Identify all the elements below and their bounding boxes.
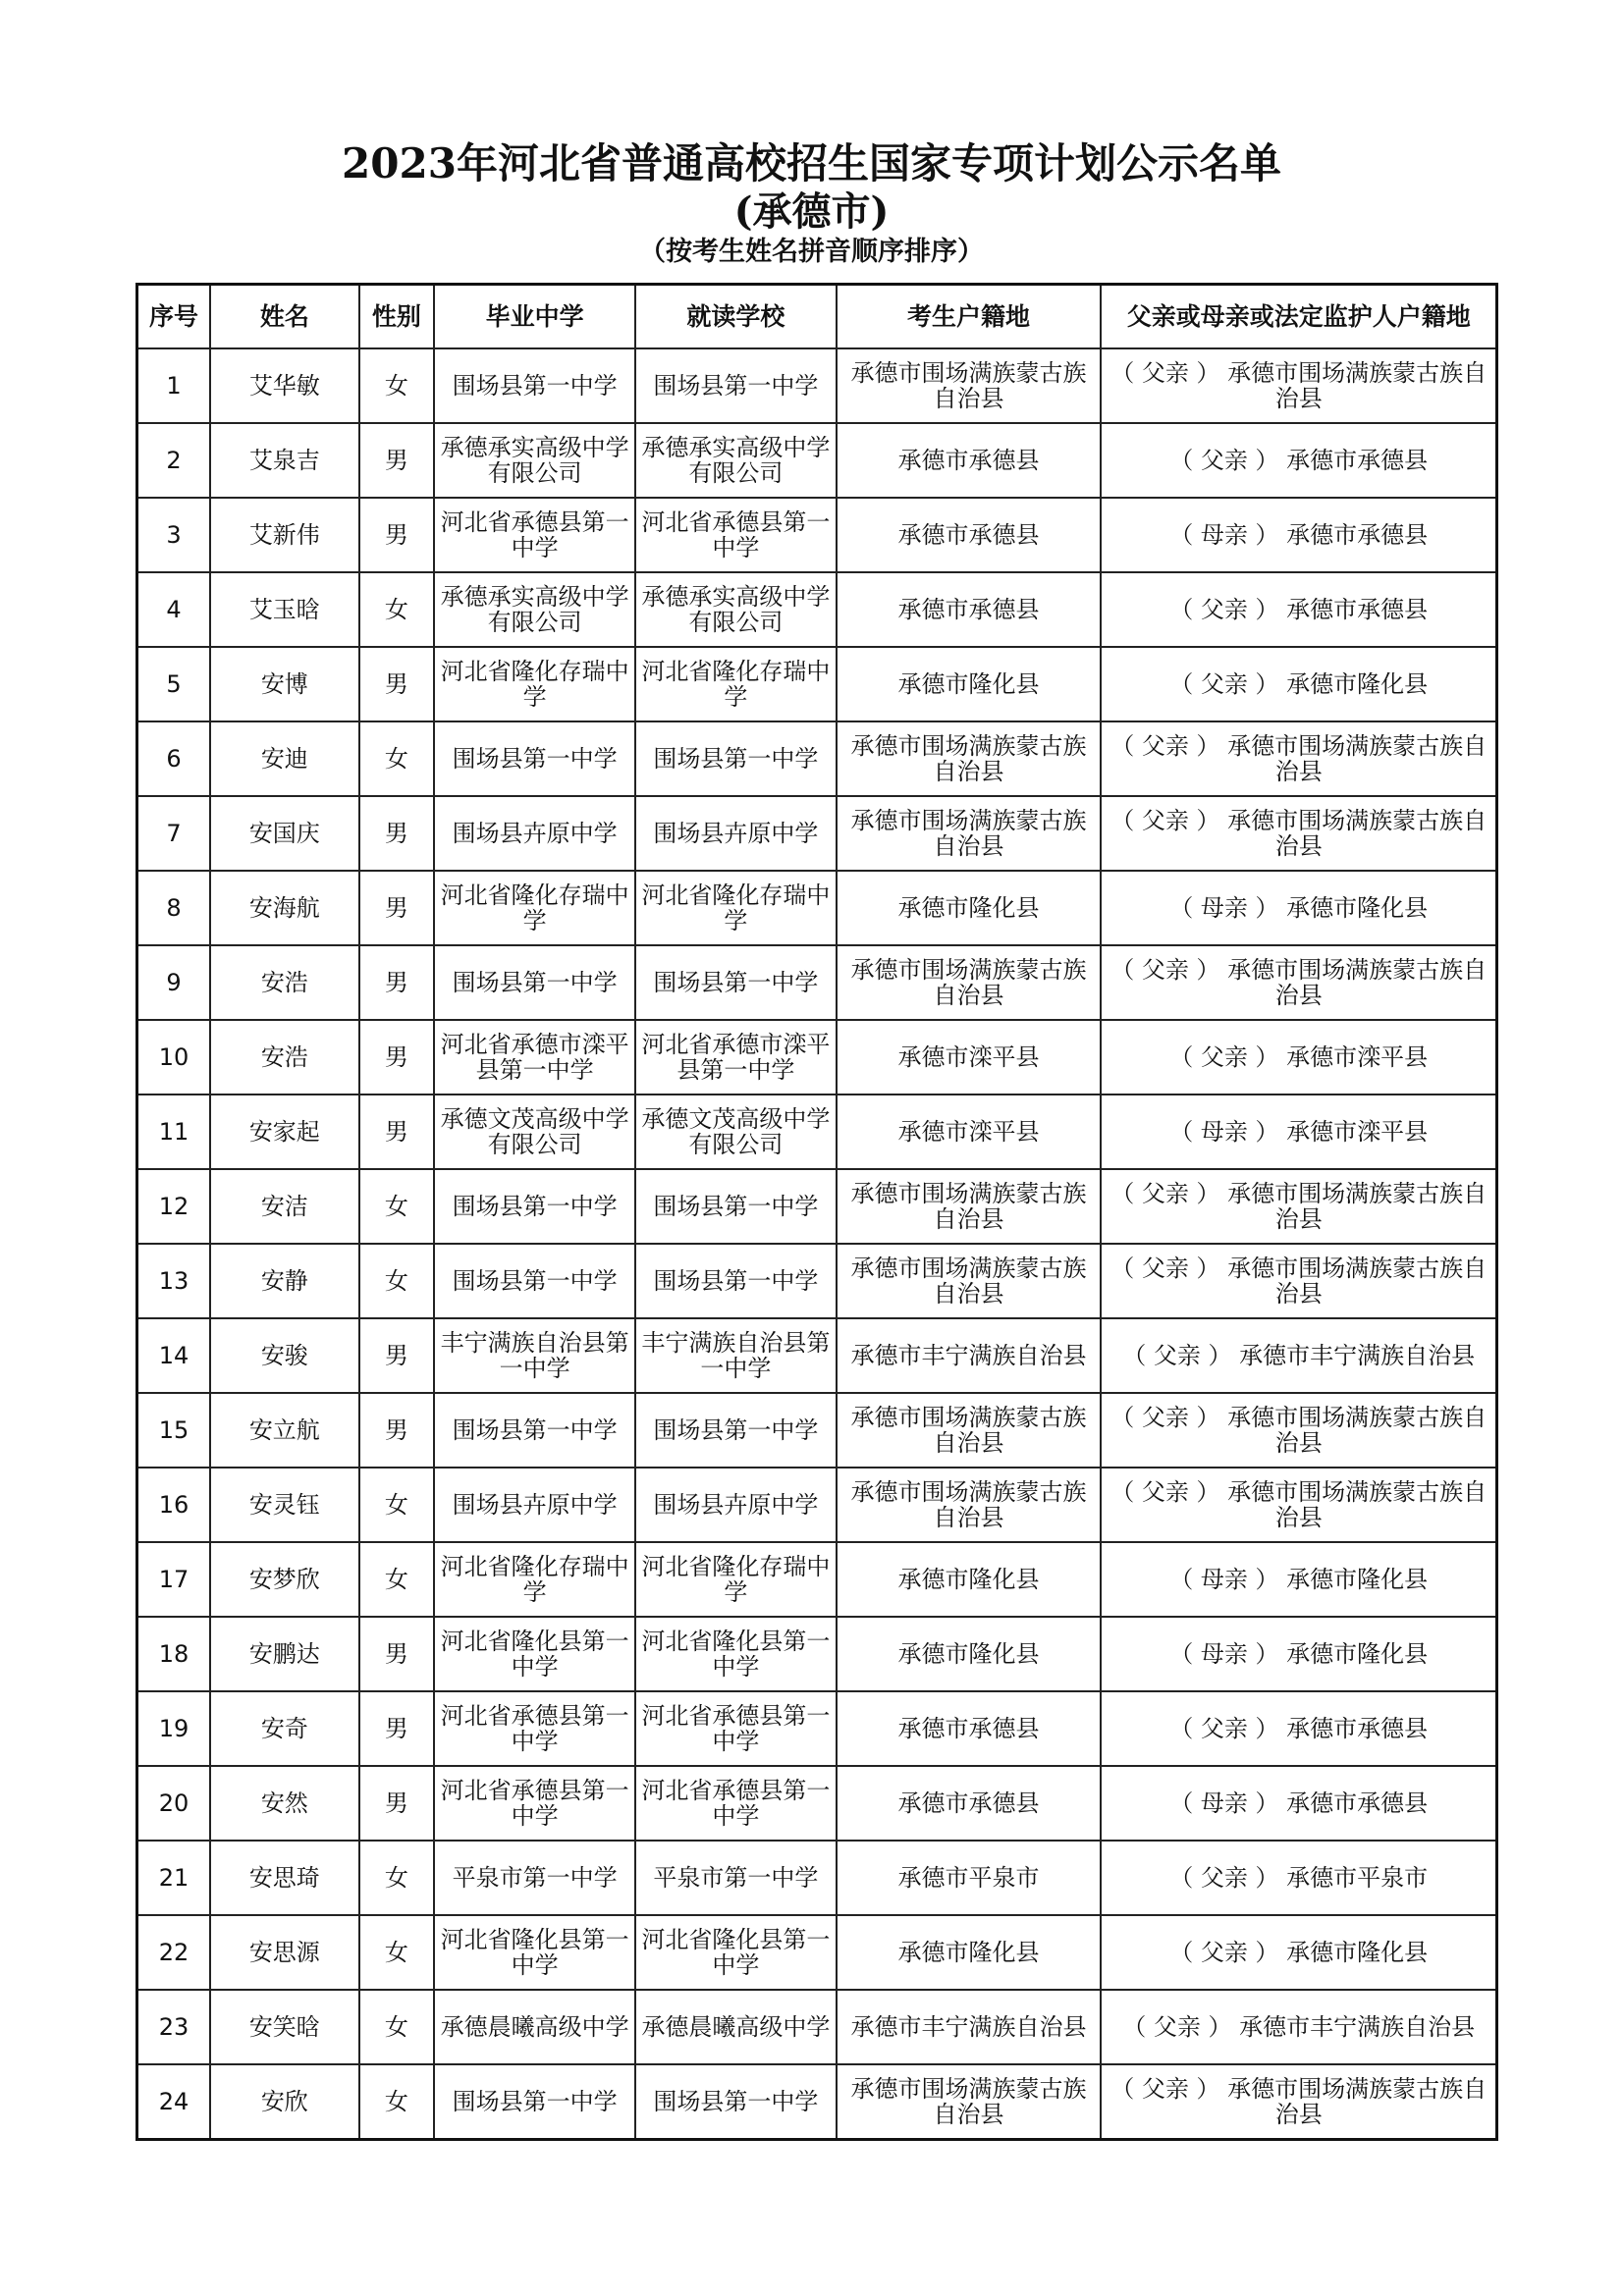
header-index: 序号 <box>137 285 211 349</box>
cell-name: 安奇 <box>210 1691 358 1766</box>
cell-graduated-school: 围场县第一中学 <box>434 1169 635 1244</box>
table-row <box>137 1318 1497 1393</box>
cell-attending-school: 围场县第一中学 <box>635 1169 837 1244</box>
document-sort-note: （按考生姓名拼音顺序排序） <box>639 237 984 267</box>
table-row <box>137 572 1497 647</box>
cell-attending-school: 平泉市第一中学 <box>635 1841 837 1915</box>
cell-guardian-residence: （ 父亲 ） 承德市围场满族蒙古族自治县 <box>1101 721 1496 796</box>
cell-candidate-residence: 承德市丰宁满族自治县 <box>837 1990 1102 2064</box>
document-subtitle-city: (承德市) <box>733 188 890 235</box>
table-row <box>137 1542 1497 1617</box>
cell-attending-school: 围场县第一中学 <box>635 1393 837 1468</box>
cell-graduated-school: 围场县卉原中学 <box>434 796 635 871</box>
cell-guardian-residence: （ 父亲 ） 承德市围场满族蒙古族自治县 <box>1101 1393 1496 1468</box>
cell-graduated-school: 河北省隆化存瑞中学 <box>434 647 635 721</box>
cell-name: 安迪 <box>210 721 358 796</box>
table-row <box>137 1841 1497 1915</box>
cell-attending-school: 承德承实高级中学有限公司 <box>635 423 837 498</box>
cell-graduated-school: 河北省隆化存瑞中学 <box>434 1542 635 1617</box>
cell-gender: 男 <box>359 1691 435 1766</box>
cell-index: 18 <box>137 1617 211 1691</box>
cell-graduated-school: 河北省隆化存瑞中学 <box>434 871 635 945</box>
cell-candidate-residence: 承德市围场满族蒙古族自治县 <box>837 1244 1102 1318</box>
cell-graduated-school: 围场县第一中学 <box>434 348 635 423</box>
cell-guardian-residence: （ 父亲 ） 承德市承德县 <box>1101 423 1496 498</box>
cell-name: 艾玉晗 <box>210 572 358 647</box>
table-row <box>137 1990 1497 2064</box>
cell-guardian-residence: （ 母亲 ） 承德市隆化县 <box>1101 1542 1496 1617</box>
cell-name: 安洁 <box>210 1169 358 1244</box>
cell-guardian-residence: （ 父亲 ） 承德市围场满族蒙古族自治县 <box>1101 1169 1496 1244</box>
cell-name: 艾华敏 <box>210 348 358 423</box>
cell-guardian-residence: （ 父亲 ） 承德市平泉市 <box>1101 1841 1496 1915</box>
cell-gender: 女 <box>359 348 435 423</box>
cell-guardian-residence: （ 母亲 ） 承德市滦平县 <box>1101 1095 1496 1169</box>
cell-attending-school: 丰宁满族自治县第一中学 <box>635 1318 837 1393</box>
table-row <box>137 1244 1497 1318</box>
cell-index: 19 <box>137 1691 211 1766</box>
cell-candidate-residence: 承德市承德县 <box>837 498 1102 572</box>
cell-graduated-school: 河北省隆化县第一中学 <box>434 1915 635 1990</box>
cell-gender: 女 <box>359 1468 435 1542</box>
cell-attending-school: 承德文茂高级中学有限公司 <box>635 1095 837 1169</box>
cell-attending-school: 围场县卉原中学 <box>635 796 837 871</box>
cell-attending-school: 围场县第一中学 <box>635 348 837 423</box>
cell-name: 安博 <box>210 647 358 721</box>
cell-name: 安然 <box>210 1766 358 1841</box>
cell-gender: 男 <box>359 1020 435 1095</box>
table-row <box>137 1020 1497 1095</box>
cell-candidate-residence: 承德市围场满族蒙古族自治县 <box>837 945 1102 1020</box>
cell-graduated-school: 承德承实高级中学有限公司 <box>434 572 635 647</box>
cell-index: 15 <box>137 1393 211 1468</box>
cell-name: 安欣 <box>210 2064 358 2140</box>
cell-index: 12 <box>137 1169 211 1244</box>
cell-candidate-residence: 承德市围场满族蒙古族自治县 <box>837 796 1102 871</box>
cell-candidate-residence: 承德市隆化县 <box>837 1915 1102 1990</box>
cell-index: 5 <box>137 647 211 721</box>
cell-gender: 女 <box>359 1841 435 1915</box>
table-row <box>137 348 1497 423</box>
candidate-table <box>135 283 1498 2141</box>
cell-attending-school: 围场县第一中学 <box>635 1244 837 1318</box>
cell-graduated-school: 承德晨曦高级中学 <box>434 1990 635 2064</box>
header-name: 姓名 <box>210 285 358 349</box>
table-row <box>137 2064 1497 2140</box>
cell-graduated-school: 围场县第一中学 <box>434 945 635 1020</box>
cell-guardian-residence: （ 母亲 ） 承德市隆化县 <box>1101 1617 1496 1691</box>
table-row <box>137 945 1497 1020</box>
cell-name: 安浩 <box>210 945 358 1020</box>
cell-attending-school: 河北省承德县第一中学 <box>635 1766 837 1841</box>
cell-attending-school: 围场县第一中学 <box>635 2064 837 2140</box>
cell-candidate-residence: 承德市围场满族蒙古族自治县 <box>837 1468 1102 1542</box>
cell-gender: 女 <box>359 1244 435 1318</box>
cell-name: 安浩 <box>210 1020 358 1095</box>
cell-attending-school: 河北省隆化县第一中学 <box>635 1915 837 1990</box>
cell-candidate-residence: 承德市隆化县 <box>837 1542 1102 1617</box>
cell-guardian-residence: （ 父亲 ） 承德市隆化县 <box>1101 1915 1496 1990</box>
cell-index: 14 <box>137 1318 211 1393</box>
cell-gender: 男 <box>359 1617 435 1691</box>
cell-index: 13 <box>137 1244 211 1318</box>
cell-graduated-school: 围场县第一中学 <box>434 1393 635 1468</box>
table-row <box>137 423 1497 498</box>
cell-candidate-residence: 承德市滦平县 <box>837 1020 1102 1095</box>
cell-candidate-residence: 承德市承德县 <box>837 1691 1102 1766</box>
cell-candidate-residence: 承德市围场满族蒙古族自治县 <box>837 1169 1102 1244</box>
cell-attending-school: 河北省承德县第一中学 <box>635 498 837 572</box>
cell-name: 安海航 <box>210 871 358 945</box>
cell-candidate-residence: 承德市滦平县 <box>837 1095 1102 1169</box>
cell-attending-school: 围场县第一中学 <box>635 721 837 796</box>
table-row <box>137 1468 1497 1542</box>
cell-index: 11 <box>137 1095 211 1169</box>
cell-index: 6 <box>137 721 211 796</box>
table-row <box>137 871 1497 945</box>
cell-gender: 男 <box>359 871 435 945</box>
cell-candidate-residence: 承德市隆化县 <box>837 871 1102 945</box>
header-candidate-residence: 考生户籍地 <box>837 285 1102 349</box>
cell-guardian-residence: （ 父亲 ） 承德市滦平县 <box>1101 1020 1496 1095</box>
cell-guardian-residence: （ 父亲 ） 承德市隆化县 <box>1101 647 1496 721</box>
cell-index: 7 <box>137 796 211 871</box>
cell-index: 24 <box>137 2064 211 2140</box>
table-row <box>137 1617 1497 1691</box>
cell-attending-school: 河北省承德县第一中学 <box>635 1691 837 1766</box>
cell-graduated-school: 围场县卉原中学 <box>434 1468 635 1542</box>
cell-graduated-school: 丰宁满族自治县第一中学 <box>434 1318 635 1393</box>
cell-gender: 男 <box>359 423 435 498</box>
cell-attending-school: 河北省承德市滦平县第一中学 <box>635 1020 837 1095</box>
cell-guardian-residence: （ 母亲 ） 承德市承德县 <box>1101 1766 1496 1841</box>
header-guardian-residence: 父亲或母亲或法定监护人户籍地 <box>1101 285 1496 349</box>
cell-graduated-school: 河北省承德县第一中学 <box>434 1691 635 1766</box>
cell-name: 艾泉吉 <box>210 423 358 498</box>
cell-gender: 女 <box>359 1990 435 2064</box>
cell-guardian-residence: （ 父亲 ） 承德市围场满族蒙古族自治县 <box>1101 1468 1496 1542</box>
cell-guardian-residence: （ 父亲 ） 承德市承德县 <box>1101 1691 1496 1766</box>
cell-candidate-residence: 承德市隆化县 <box>837 1617 1102 1691</box>
cell-index: 23 <box>137 1990 211 2064</box>
cell-name: 安思源 <box>210 1915 358 1990</box>
cell-graduated-school: 围场县第一中学 <box>434 1244 635 1318</box>
cell-name: 安灵钰 <box>210 1468 358 1542</box>
cell-candidate-residence: 承德市承德县 <box>837 1766 1102 1841</box>
cell-candidate-residence: 承德市丰宁满族自治县 <box>837 1318 1102 1393</box>
cell-candidate-residence: 承德市隆化县 <box>837 647 1102 721</box>
cell-gender: 女 <box>359 1542 435 1617</box>
table-body <box>137 348 1497 2140</box>
cell-gender: 女 <box>359 1169 435 1244</box>
cell-attending-school: 围场县卉原中学 <box>635 1468 837 1542</box>
document-title: 2023年河北省普通高校招生国家专项计划公示名单 <box>342 139 1281 187</box>
cell-attending-school: 河北省隆化存瑞中学 <box>635 1542 837 1617</box>
cell-index: 4 <box>137 572 211 647</box>
cell-guardian-residence: （ 母亲 ） 承德市承德县 <box>1101 498 1496 572</box>
cell-gender: 男 <box>359 796 435 871</box>
table-row <box>137 1691 1497 1766</box>
cell-guardian-residence: （ 父亲 ） 承德市承德县 <box>1101 572 1496 647</box>
cell-index: 2 <box>137 423 211 498</box>
cell-name: 安笑晗 <box>210 1990 358 2064</box>
table-row <box>137 796 1497 871</box>
cell-graduated-school: 河北省隆化县第一中学 <box>434 1617 635 1691</box>
cell-graduated-school: 承德文茂高级中学有限公司 <box>434 1095 635 1169</box>
cell-guardian-residence: （ 母亲 ） 承德市隆化县 <box>1101 871 1496 945</box>
cell-name: 安梦欣 <box>210 1542 358 1617</box>
cell-name: 安思琦 <box>210 1841 358 1915</box>
cell-index: 16 <box>137 1468 211 1542</box>
cell-gender: 女 <box>359 1915 435 1990</box>
table-row <box>137 1169 1497 1244</box>
cell-name: 安静 <box>210 1244 358 1318</box>
cell-candidate-residence: 承德市围场满族蒙古族自治县 <box>837 721 1102 796</box>
cell-graduated-school: 围场县第一中学 <box>434 2064 635 2140</box>
cell-index: 20 <box>137 1766 211 1841</box>
cell-name: 安鹏达 <box>210 1617 358 1691</box>
cell-attending-school: 河北省隆化存瑞中学 <box>635 647 837 721</box>
header-graduated-school: 毕业中学 <box>434 285 635 349</box>
cell-candidate-residence: 承德市围场满族蒙古族自治县 <box>837 348 1102 423</box>
cell-guardian-residence: （ 父亲 ） 承德市围场满族蒙古族自治县 <box>1101 2064 1496 2140</box>
cell-gender: 男 <box>359 1095 435 1169</box>
cell-candidate-residence: 承德市平泉市 <box>837 1841 1102 1915</box>
table-row <box>137 1095 1497 1169</box>
cell-index: 8 <box>137 871 211 945</box>
cell-guardian-residence: （ 父亲 ） 承德市围场满族蒙古族自治县 <box>1101 796 1496 871</box>
cell-gender: 女 <box>359 572 435 647</box>
cell-guardian-residence: （ 父亲 ） 承德市丰宁满族自治县 <box>1101 1990 1496 2064</box>
cell-index: 21 <box>137 1841 211 1915</box>
table-row <box>137 498 1497 572</box>
cell-graduated-school: 河北省承德县第一中学 <box>434 1766 635 1841</box>
cell-gender: 男 <box>359 647 435 721</box>
cell-candidate-residence: 承德市承德县 <box>837 572 1102 647</box>
cell-candidate-residence: 承德市承德县 <box>837 423 1102 498</box>
cell-candidate-residence: 承德市围场满族蒙古族自治县 <box>837 2064 1102 2140</box>
cell-attending-school: 围场县第一中学 <box>635 945 837 1020</box>
cell-graduated-school: 承德承实高级中学有限公司 <box>434 423 635 498</box>
cell-gender: 女 <box>359 2064 435 2140</box>
cell-index: 1 <box>137 348 211 423</box>
cell-attending-school: 承德承实高级中学有限公司 <box>635 572 837 647</box>
table-row <box>137 721 1497 796</box>
cell-index: 10 <box>137 1020 211 1095</box>
cell-guardian-residence: （ 父亲 ） 承德市丰宁满族自治县 <box>1101 1318 1496 1393</box>
table-row <box>137 1915 1497 1990</box>
table-header-row <box>137 285 1497 349</box>
cell-gender: 男 <box>359 1766 435 1841</box>
cell-graduated-school: 河北省承德县第一中学 <box>434 498 635 572</box>
table-row <box>137 1393 1497 1468</box>
cell-attending-school: 河北省隆化存瑞中学 <box>635 871 837 945</box>
cell-gender: 男 <box>359 1393 435 1468</box>
cell-guardian-residence: （ 父亲 ） 承德市围场满族蒙古族自治县 <box>1101 1244 1496 1318</box>
cell-attending-school: 承德晨曦高级中学 <box>635 1990 837 2064</box>
cell-attending-school: 河北省隆化县第一中学 <box>635 1617 837 1691</box>
cell-gender: 男 <box>359 1318 435 1393</box>
table-row <box>137 1766 1497 1841</box>
cell-graduated-school: 围场县第一中学 <box>434 721 635 796</box>
cell-name: 安立航 <box>210 1393 358 1468</box>
cell-name: 艾新伟 <box>210 498 358 572</box>
header-attending-school: 就读学校 <box>635 285 837 349</box>
cell-guardian-residence: （ 父亲 ） 承德市围场满族蒙古族自治县 <box>1101 348 1496 423</box>
cell-guardian-residence: （ 父亲 ） 承德市围场满族蒙古族自治县 <box>1101 945 1496 1020</box>
header-gender: 性别 <box>359 285 435 349</box>
cell-gender: 男 <box>359 945 435 1020</box>
cell-gender: 女 <box>359 721 435 796</box>
cell-index: 9 <box>137 945 211 1020</box>
cell-graduated-school: 河北省承德市滦平县第一中学 <box>434 1020 635 1095</box>
cell-index: 22 <box>137 1915 211 1990</box>
cell-candidate-residence: 承德市围场满族蒙古族自治县 <box>837 1393 1102 1468</box>
table-row <box>137 647 1497 721</box>
cell-name: 安家起 <box>210 1095 358 1169</box>
cell-name: 安骏 <box>210 1318 358 1393</box>
cell-gender: 男 <box>359 498 435 572</box>
cell-index: 17 <box>137 1542 211 1617</box>
cell-name: 安国庆 <box>210 796 358 871</box>
cell-index: 3 <box>137 498 211 572</box>
cell-graduated-school: 平泉市第一中学 <box>434 1841 635 1915</box>
